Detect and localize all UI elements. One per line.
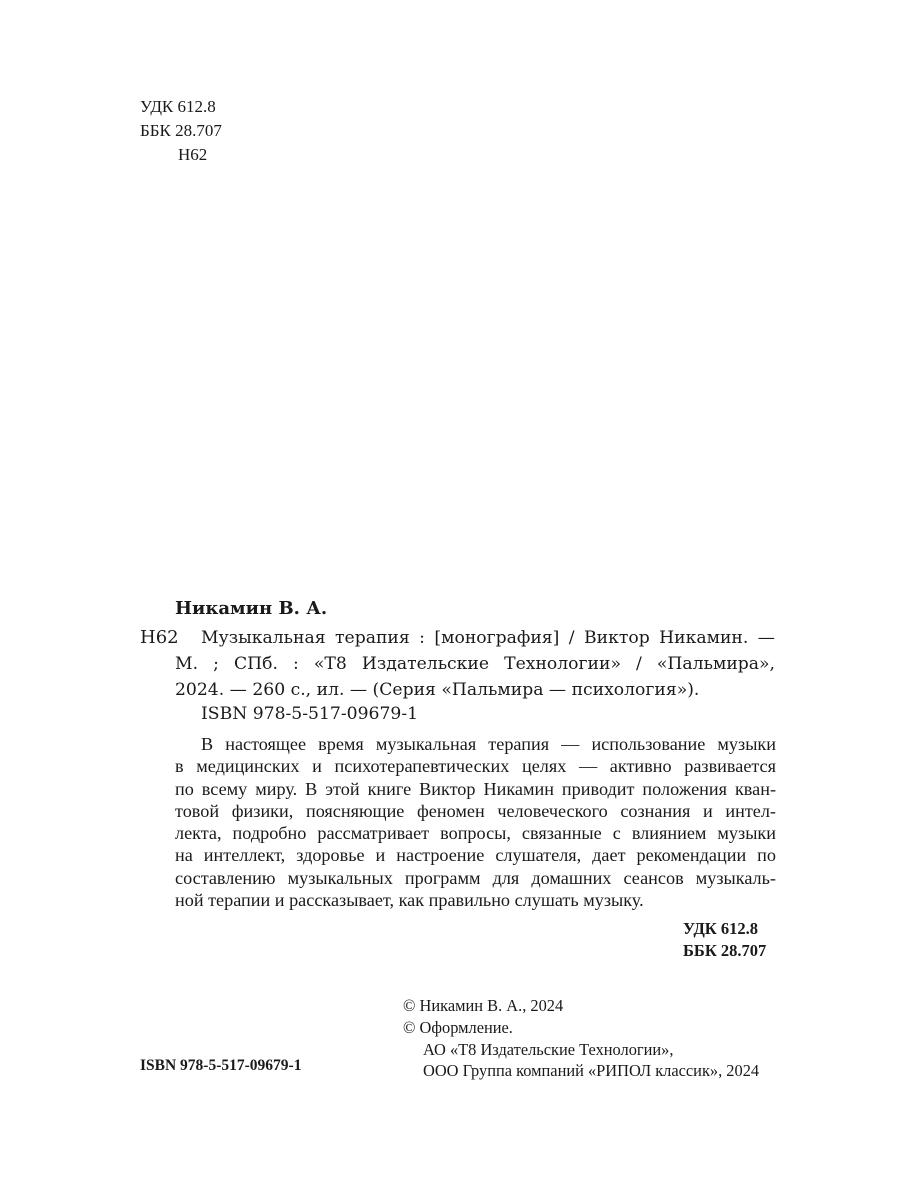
annotation: [175, 733, 776, 911]
annotation-line: лекта, подробно рассматривает вопросы, связанные с влиянием музыки: [175, 823, 776, 844]
annotation-line: составлению музыкальных программ для домашних сеансов музыкаль-: [175, 867, 776, 888]
copyright-block: [403, 995, 759, 1082]
annotation-line: ной терапии и рассказывает, как правильно слушать музыку.: [175, 890, 644, 911]
isbn-line: ISBN 978-5-517-09679-1: [201, 704, 419, 724]
annotation-line: по всему миру. В этой книге Виктор Никамин приводит положения кван-: [175, 778, 776, 799]
bottom-isbn: ISBN 978-5-517-09679-1: [140, 1057, 302, 1074]
annotation-line: В настоящее время музыкальная терапия — использование музыки: [201, 734, 776, 754]
copyright-group: ООО Группа компаний «РИПОЛ классик», 2024: [423, 1061, 760, 1081]
copyright-author: © Никамин В. А., 2024: [403, 996, 564, 1015]
udk-code: УДК 612.8: [140, 97, 216, 116]
copyright-publisher: АО «Т8 Издательские Технологии»,: [423, 1039, 674, 1059]
top-classification-codes: [140, 95, 222, 167]
biblio-line: 2024. — 260 с., ил. — (Серия «Пальмира — психология»).: [175, 680, 700, 700]
annotation-line: товой физики, поясняющие феномен человеческого сознания и интел-: [175, 800, 776, 821]
copyright-design: © Оформление.: [403, 1017, 513, 1037]
annotation-line: на интеллект, здоровье и настроение слушателя, дает рекомендации по: [175, 845, 776, 866]
card-bbk-code: ББК 28.707: [683, 941, 767, 960]
bbk-code: ББК 28.707: [140, 121, 222, 140]
catalog-author-mark: Н62: [140, 627, 179, 648]
biblio-line: Музыкальная терапия : [монография] / Виктор Никамин. —: [201, 628, 775, 648]
card-udk-code: УДК 612.8: [683, 919, 759, 938]
annotation-line: в медицинских и психотерапевтических целях — активно развивается: [175, 756, 776, 777]
author-name: Никамин В. А.: [175, 598, 328, 619]
card-classification-codes: [683, 918, 766, 962]
author-mark: Н62: [178, 145, 208, 164]
bibliographic-description: [175, 625, 775, 703]
biblio-line: М. ; СПб. : «Т8 Издательские Технологии» / «Пальмира»,: [175, 654, 775, 674]
